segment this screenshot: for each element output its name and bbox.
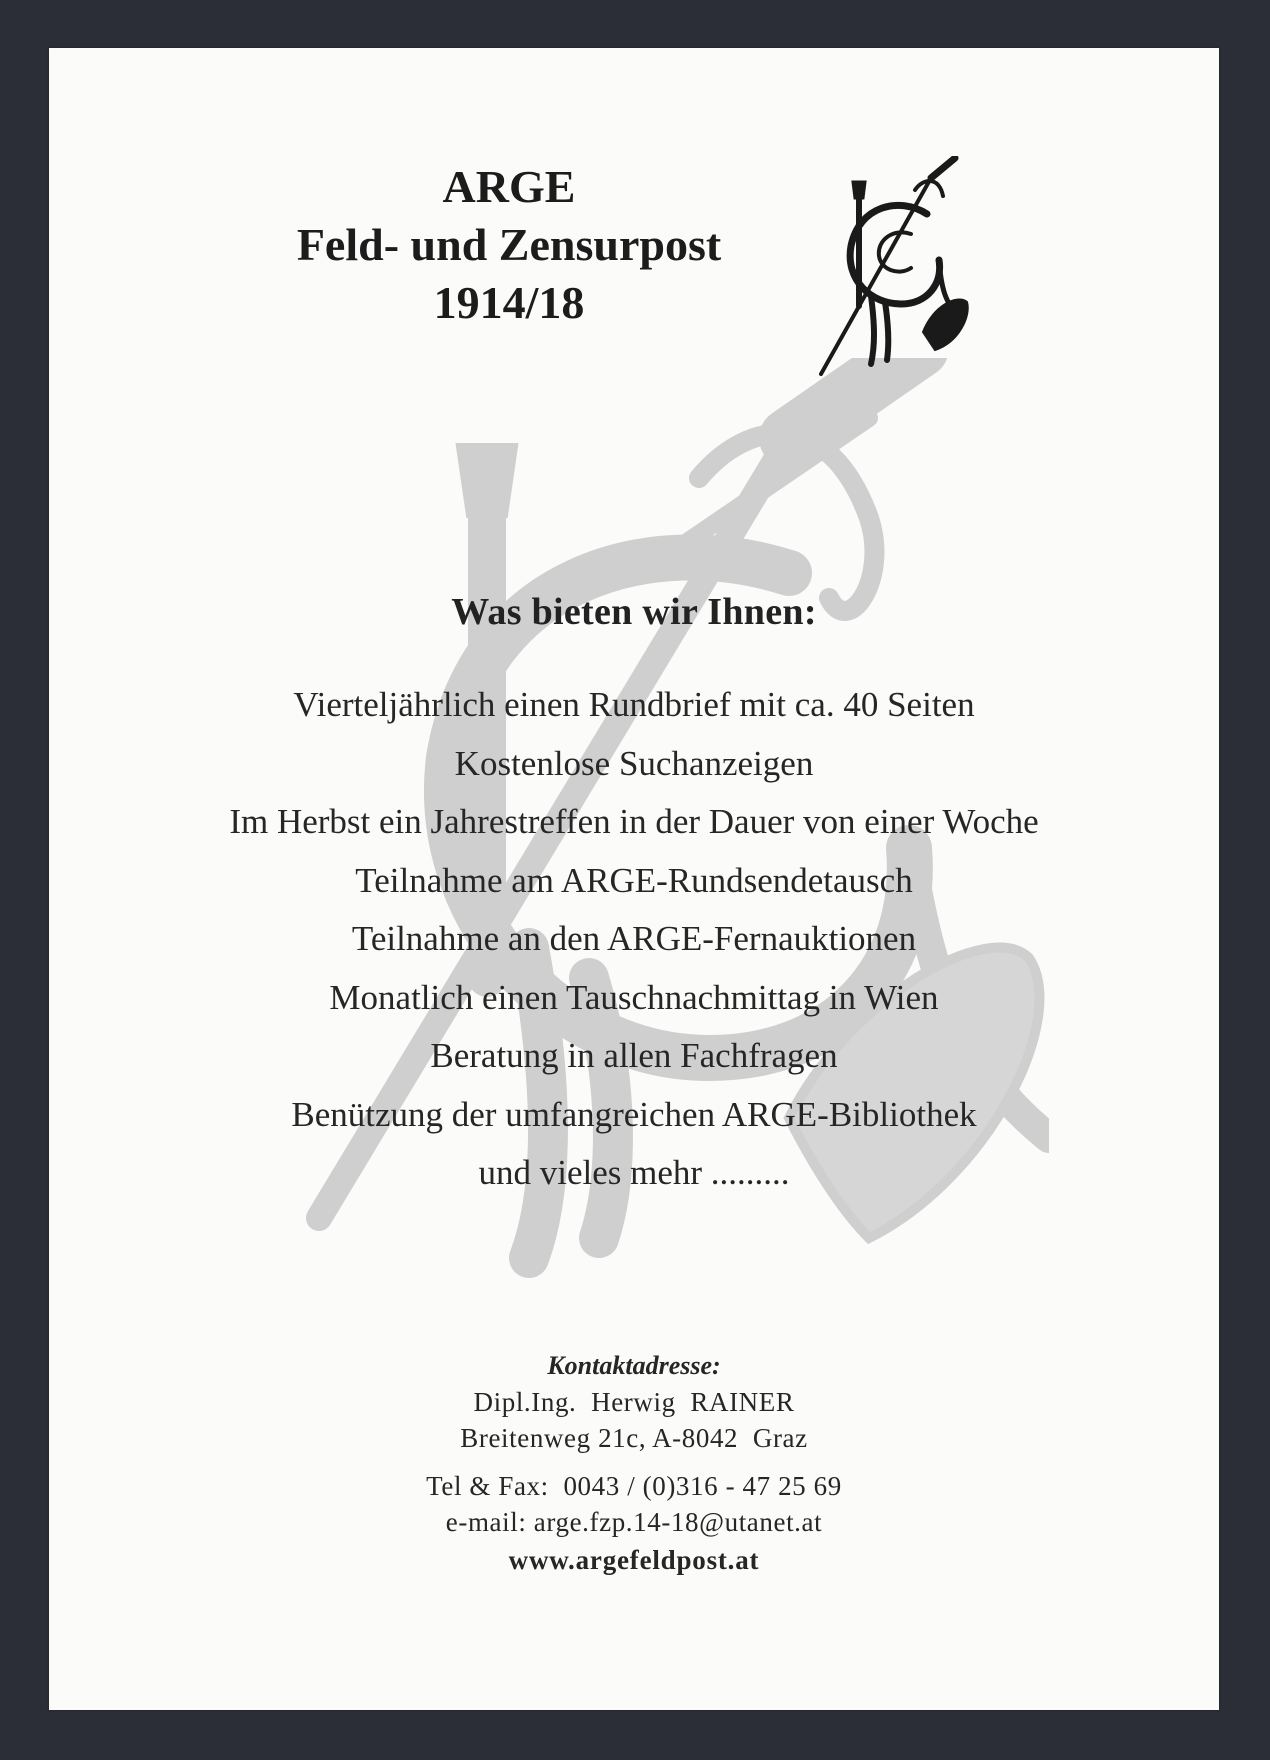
list-item: Beratung in allen Fachfragen xyxy=(430,1036,838,1075)
list-item: Teilnahme an den ARGE-Fernauktionen xyxy=(351,919,917,958)
club-years: 1914/18 xyxy=(433,277,585,328)
flyer-page xyxy=(49,48,1219,1710)
website-link[interactable]: www.argefeldpost.at xyxy=(508,1545,760,1575)
offer-list xyxy=(49,676,1219,1203)
contact-email: e-mail: arge.fzp.14-18@utanet.at xyxy=(445,1507,823,1537)
club-name: ARGE xyxy=(442,161,576,212)
list-item: Teilnahme am ARGE-Rundsendetausch xyxy=(355,860,913,900)
club-subtitle: Feld- und Zensurpost xyxy=(296,219,722,270)
list-item: Kostenlose Suchanzeigen xyxy=(454,743,814,783)
contact-label: Kontaktadresse: xyxy=(547,1351,721,1380)
club-title xyxy=(259,158,759,332)
list-item: Monatlich einen Tauschnachmittag in Wien xyxy=(329,977,939,1017)
contact-phone: Tel & Fax: 0043 / (0)316 - 47 25 69 xyxy=(426,1471,842,1501)
contact-name: Dipl.Ing. Herwig RAINER xyxy=(473,1387,795,1417)
contact-address: Breitenweg 21c, A-8042 Graz xyxy=(460,1423,808,1453)
list-item: und vieles mehr ......... xyxy=(478,1153,790,1192)
offer-heading: Was bieten wir Ihnen: xyxy=(451,591,817,633)
contact-block xyxy=(49,1348,1219,1580)
list-item: Benützung der umfangreichen ARGE-Bibliothek xyxy=(291,1094,977,1134)
posthorn-sword-emblem-icon xyxy=(819,156,969,386)
list-item: Im Herbst ein Jahrestreffen in der Dauer von einer Woche xyxy=(229,802,1039,841)
list-item: Vierteljährlich einen Rundbrief mit ca. 40 Seiten xyxy=(293,685,975,724)
